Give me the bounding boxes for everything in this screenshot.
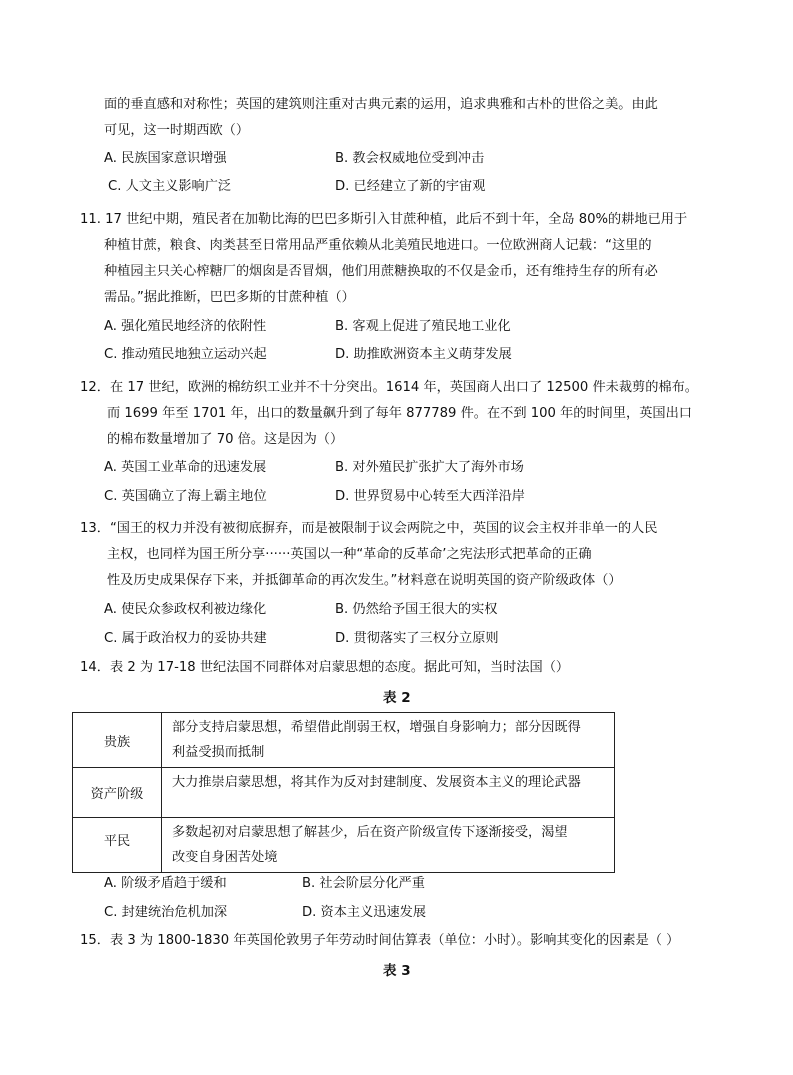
table-row — [73, 818, 615, 873]
question-10-stem-line-2: 可见，这一时期西欧（） — [104, 123, 250, 138]
table-cell-attitude — [162, 768, 615, 818]
table-row — [73, 768, 615, 818]
question-12-option-c: C. 英国确立了海上霸主地位 — [104, 489, 267, 504]
question-12-option-a: A. 英国工业革命的迅速发展 — [104, 460, 267, 475]
cell-line: 多数起初对启蒙思想了解甚少，后在资产阶级宣传下逐渐接受，渴望 — [172, 825, 568, 840]
question-13-option-c: C. 属于政治权力的妥协共建 — [104, 631, 267, 646]
question-12-stem-line-3: 的棉布数量增加了 70 倍。这是因为（） — [107, 432, 344, 447]
question-11-stem-line-3: 种植园主只关心榨糖厂的烟囱是否冒烟，他们用蔗糖换取的不仅是金币，还有维持生存的所有必 — [104, 264, 658, 279]
cell-line: 改变自身困苦处境 — [172, 850, 278, 865]
question-10-option-b: B. 教会权威地位受到冲击 — [335, 151, 485, 166]
question-15-stem: 15．表 3 为 1800-1830 年英国伦敦男子年劳动时间估算表（单位：小时）。影响其变化的因素是（ ） — [80, 933, 680, 948]
question-12-stem-line-1: 12．在 17 世纪，欧洲的棉纺织工业并不十分突出。1614 年，英国商人出口了 12500 件未裁剪的棉布。 — [80, 380, 698, 395]
question-14-option-d: D. 资本主义迅速发展 — [302, 905, 427, 920]
table-cell-group: 平民 — [73, 818, 162, 873]
question-11-option-c: C. 推动殖民地独立运动兴起 — [104, 347, 267, 362]
question-10-option-d: D. 已经建立了新的宇宙观 — [335, 179, 486, 194]
question-11-option-b: B. 客观上促进了殖民地工业化 — [335, 319, 511, 334]
table-2 — [72, 712, 615, 873]
table-cell-group: 贵族 — [73, 713, 162, 768]
question-12-option-d: D. 世界贸易中心转至大西洋沿岸 — [335, 489, 525, 504]
table-3-caption: 表 3 — [383, 963, 411, 979]
question-14-stem: 14．表 2 为 17-18 世纪法国不同群体对启蒙思想的态度。据此可知，当时法国（） — [80, 660, 570, 675]
question-13-stem-line-1: 13．“国王的权力并没有被彻底摒弃，而是被限制于议会两院之中，英国的议会主权并非单一的人民 — [80, 521, 658, 536]
question-13-option-a: A. 使民众参政权利被边缘化 — [104, 602, 267, 617]
question-11-option-d: D. 助推欧洲资本主义萌芽发展 — [335, 347, 512, 362]
question-11-stem-line-1: 11. 17 世纪中期，殖民者在加勒比海的巴巴多斯引入甘蔗种植，此后不到十年，全岛 80%的耕地已用于 — [80, 212, 688, 227]
cell-line: 利益受损而抵制 — [172, 745, 265, 760]
question-11-stem-line-2: 种植甘蔗，粮食、肉类甚至日常用品严重依赖从北美殖民地进口。一位欧洲商人记载：“这里的 — [104, 238, 652, 253]
question-12-stem-line-2: 而 1699 年至 1701 年，出口的数量飙升到了每年 877789 件。在不到 100 年的时间里，英国出口 — [107, 406, 692, 421]
question-10-option-a: A. 民族国家意识增强 — [104, 151, 227, 166]
question-14-option-b: B. 社会阶层分化严重 — [302, 876, 425, 891]
table-2-caption: 表 2 — [383, 690, 411, 706]
question-14-option-c: C. 封建统治危机加深 — [104, 905, 228, 920]
cell-line: 大力推崇启蒙思想，将其作为反对封建制度、发展资本主义的理论武器 — [172, 775, 581, 790]
question-13-option-b: B. 仍然给予国王很大的实权 — [335, 602, 498, 617]
table-cell-group: 资产阶级 — [73, 768, 162, 818]
question-11-option-a: A. 强化殖民地经济的依附性 — [104, 319, 267, 334]
question-13-option-d: D. 贯彻落实了三权分立原则 — [335, 631, 499, 646]
table-row — [73, 713, 615, 768]
question-11-stem-line-4: 需品。”据此推断，巴巴多斯的甘蔗种植（） — [104, 290, 355, 305]
question-13-stem-line-3: 性及历史成果保存下来，并抵御革命的再次发生。”材料意在说明英国的资产阶级政体（） — [107, 573, 622, 588]
question-12-option-b: B. 对外殖民扩张扩大了海外市场 — [335, 460, 524, 475]
question-10-stem-line-1: 面的垂直感和对称性；英国的建筑则注重对古典元素的运用，追求典雅和古朴的世俗之美。由此 — [104, 97, 658, 112]
question-13-stem-line-2: 主权，也同样为国王所分享······英国以一种“革命的反革命’之宪法形式把革命的正确 — [107, 547, 592, 562]
table-cell-attitude — [162, 713, 615, 768]
question-10-option-c: C. 人文主义影响广泛 — [108, 179, 232, 194]
cell-line: 部分支持启蒙思想，希望借此削弱王权，增强自身影响力；部分因既得 — [172, 720, 581, 735]
question-14-option-a: A. 阶级矛盾趋于缓和 — [104, 876, 227, 891]
table-cell-attitude — [162, 818, 615, 873]
